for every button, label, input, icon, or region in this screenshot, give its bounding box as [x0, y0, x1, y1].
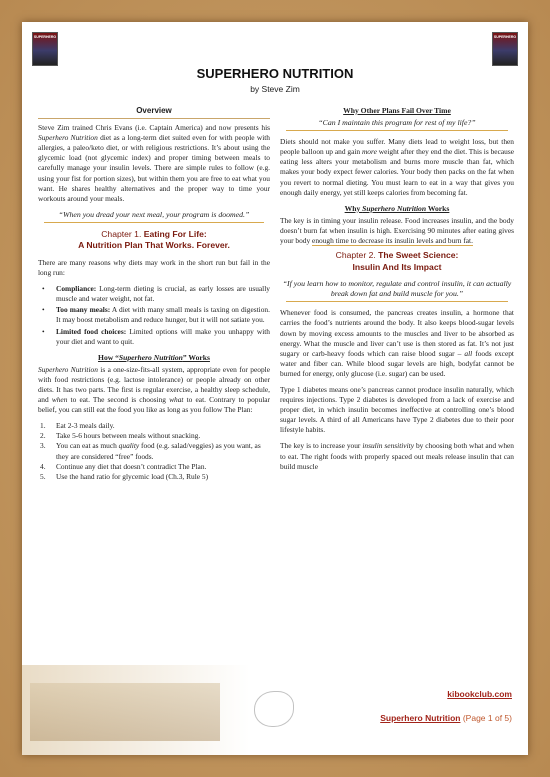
plan-text: Continue any diet that doesn’t contradict The Plan. [56, 461, 207, 471]
overview-paragraph [38, 123, 270, 204]
why-works-heading [280, 204, 514, 214]
document-title: SUPERHERO NUTRITION [196, 66, 354, 81]
overview-text-2: diet as a long-term diet suited even for with people with allergies, a paleo/keto diet, or with religious restrictions. It’s about using the glycemic load (not glycemic index) and proper timing between meals to carefully manage your insulin levels. There are simple rules to follow (e.g. using your fist for portion sizes), but within them you are free to eat what you want. He shares healthy alternatives and the proper way to time your workouts around your meals. [38, 133, 270, 203]
how-text-3: to eat. Contrary to popular belief, you can still eat the food you like as long as you follow The Plan: [38, 395, 270, 415]
how-heading-part-1: How “ [98, 352, 119, 362]
why-fail-heading: Why Other Plans Fail Over Time [343, 106, 451, 115]
plan-text: You can eat as much [56, 441, 119, 451]
why-text-1: Diets should not make you suffer. Many diets lead to weight loss, but then people balloon up and gain [280, 137, 514, 157]
cover-right-label: SUPERHERO [493, 35, 517, 39]
how-text-1: is a one-size-fits-all system, appropriate even for people with food restrictions (e.g. lactose intolerance) or people already on other diets. It has two parts. The first is regular exercise, a healthy sleep schedule, and [38, 364, 270, 405]
ch2-p1-end: foods except water and fiber can. While blood sugar levels are high, bodyfat cannot be burned for energy, only glucose (i.e. sugar) can be used. [280, 348, 514, 378]
chapter-2-title: The Sweet Science: [378, 250, 459, 261]
bullet-term: Too many meals: [56, 305, 111, 315]
chapter-2-paragraph-2: Type 1 diabetes means one’s pancreas cannot produce insulin naturally, which requires injections. Type 2 diabetes is developed from a lack of exercise and proper diet, in which insulin becomes ineffective at controlling one’s blood sugar levels. A third of all Americans have Type 2 diabetes due to their poor lifestyle habits. [280, 384, 514, 435]
why-italic-more: more [361, 147, 377, 157]
list-item [38, 441, 270, 461]
how-heading-part-2: ” Works [182, 352, 210, 362]
plan-list [38, 421, 270, 482]
works-text-underlined: enough time to decrease its insulin levels and burn fat. [312, 236, 473, 246]
works-heading-italic: Superhero Nutrition [362, 203, 427, 213]
ch2-p3-text-2: by choosing both what and when to eat. The right foods with properly spaced out meals release insulin that can build muscle [280, 441, 514, 471]
how-text-2: to eat. The second is choosing [67, 395, 170, 405]
how-italic-when: when [51, 395, 68, 405]
how-italic-what: what [169, 395, 184, 405]
chapter-2-heading [280, 250, 514, 273]
chapter-1-intro: There are many reasons why diets may work in the short run but fail in the long run: [38, 257, 270, 278]
bullet-text: Long-term dieting is crucial, as early losses are usually muscle and water weight, not fat. [56, 284, 270, 304]
ch2-p1-italic: all [464, 348, 473, 358]
chapter-2-subtitle: Insulin And Its Impact [352, 261, 442, 272]
bullet-term: Limited food choices: [56, 326, 127, 336]
works-heading-part-1: Why [344, 203, 363, 213]
list-item [38, 431, 270, 441]
how-italic-start: Superhero Nutrition [38, 364, 98, 374]
overview-heading: Overview [38, 106, 270, 119]
overview-italic: Superhero Nutrition [38, 133, 98, 143]
quote-divider [286, 301, 508, 302]
cover-left-label: SUPERHERO [33, 35, 57, 39]
list-item [38, 305, 270, 325]
works-heading-part-2: Works [426, 203, 450, 213]
works-text: The key is in timing your insulin release. Food increases insulin, and the body doesn’t burn fat when insulin is high. Exercising 90 minutes after eating gives your body [280, 215, 514, 246]
right-column [280, 106, 514, 478]
plan-text: Take 5-6 hours between meals without snacking. [56, 431, 201, 441]
bullet-term: Compliance: [56, 284, 97, 294]
list-item [38, 472, 270, 482]
plan-number: 3. [40, 441, 46, 451]
document-author: by Steve Zim [250, 84, 300, 94]
chapter-2-paragraph-3 [280, 441, 514, 471]
ch2-p1-text: Whenever food is consumed, the pancreas creates insulin, a hormone that carries the food’s nutrients around the body. It also keeps blood-sugar levels down by moving excess amounts to the muscles and liver to be absorbed as energy. What the muscle and liver can’t use is then stored as fat. It’s not just sugary or carb-heavy foods which can raise blood sugar – [280, 308, 514, 358]
book-cover-image-right [492, 32, 518, 66]
bullet-text: Limited options will make you unhappy with your diet and want to quit. [56, 326, 270, 346]
why-fail-paragraph [280, 137, 514, 198]
quote-divider [286, 130, 508, 131]
list-item [38, 462, 270, 472]
plan-number: 5. [40, 471, 46, 481]
chapter-1-subtitle: A Nutrition Plan That Works. Forever. [78, 240, 230, 251]
chapter-1-title: Eating For Life: [143, 228, 207, 239]
plan-number: 1. [40, 421, 46, 431]
page-indicator [380, 713, 512, 723]
how-heading-italic: Superhero Nutrition [118, 352, 183, 362]
list-item [38, 327, 270, 347]
chapter-1-heading [38, 229, 270, 252]
document-page [22, 22, 528, 755]
quote-divider [44, 222, 264, 223]
plan-italic: quality [118, 441, 140, 451]
plan-text: Eat 2-3 meals daily. [56, 421, 115, 431]
left-column [38, 106, 270, 482]
site-link[interactable]: kibookclub.com [447, 689, 512, 699]
bookshelf-image [30, 683, 220, 741]
ch2-p3-text-1: The key is to increase your [280, 441, 363, 451]
list-item [38, 421, 270, 431]
plan-text-post: food (e.g. salad/veggies) as you want, as they are considered “free” foods. [56, 441, 261, 461]
chapter-2-prefix: Chapter 2. [335, 250, 379, 261]
chapter-2-quote: “If you learn how to monitor, regulate and control insulin, it can actually break down fat and build muscle for you.” [282, 279, 512, 299]
how-it-works-paragraph [38, 365, 270, 415]
plan-number: 4. [40, 461, 46, 471]
chapter-2-paragraph-1 [280, 308, 514, 379]
list-item [38, 284, 270, 304]
diet-failure-list [38, 284, 270, 347]
why-works-paragraph [280, 216, 514, 246]
page-number: (Page 1 of 5) [460, 713, 512, 723]
how-it-works-heading [38, 353, 270, 363]
ch2-p3-italic: insulin sensitivity [362, 441, 414, 451]
why-text-2: weight after they end the diet. This is because eating less alters your metabolism and burns more muscle than fat, which makes your body expect fewer calories. Your body then packs on the fat when you revert to normal dieting. You must learn to eat in a way that gives you enough daily energy, yet still keeps calories from becoming fat. [280, 147, 514, 197]
book-cover-image-left [32, 32, 58, 66]
footer-banner [22, 665, 528, 755]
overview-quote: “When you dread your next meal, your program is doomed.” [58, 209, 250, 219]
book-name-link[interactable]: Superhero Nutrition [380, 713, 461, 723]
plan-text: Use the hand ratio for glycemic load (Ch.3, Rule 5) [56, 471, 209, 481]
bullet-text: A diet with many small meals is taxing on digestion. It may boost metabolism and reduce hunger, but it will not satiate you. [56, 305, 270, 325]
why-fail-quote: “Can I maintain this program for rest of my life?” [318, 118, 476, 128]
chapter-1-prefix: Chapter 1. [101, 228, 144, 239]
plan-number: 2. [40, 431, 46, 441]
signature-watermark [254, 691, 294, 727]
overview-text-1: Steve Zim trained Chris Evans (i.e. Captain America) and now presents his [38, 123, 270, 133]
